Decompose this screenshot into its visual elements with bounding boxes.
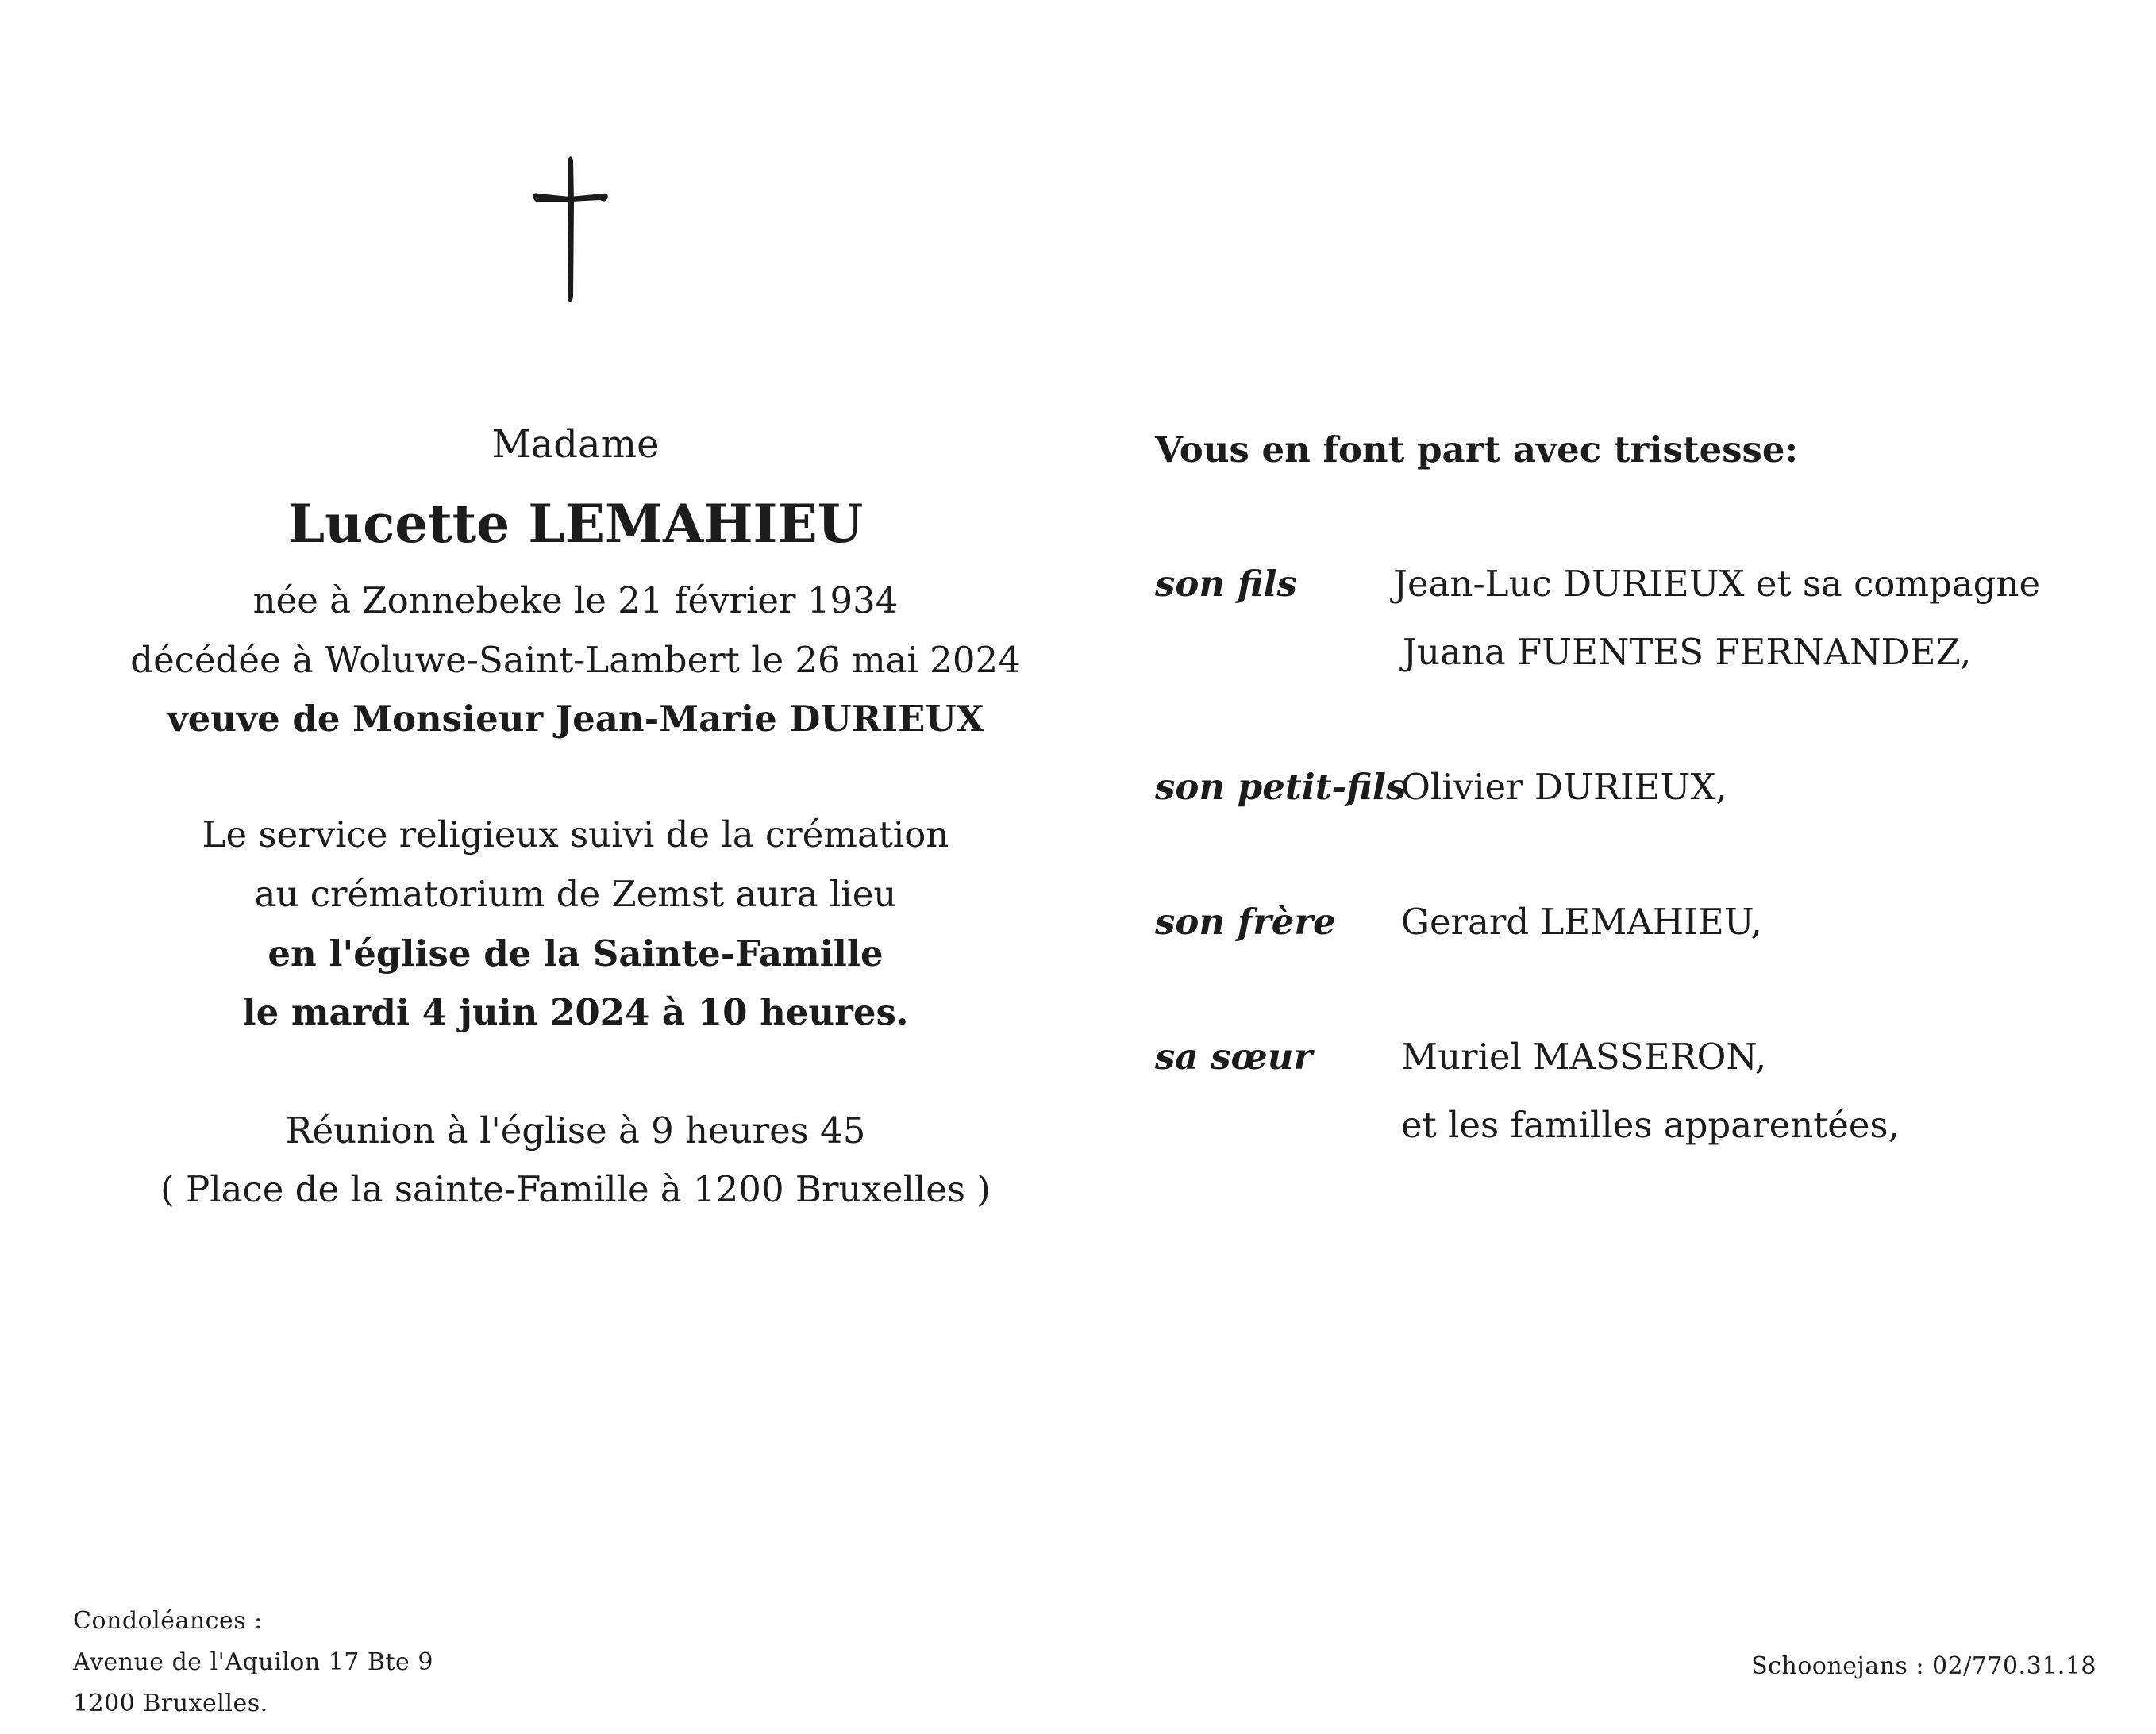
service-location: en l'église de la Sainte-Famille <box>268 932 884 975</box>
condolences-city: 1200 Bruxelles. <box>73 1690 268 1717</box>
gathering-line: Réunion à l'église à 9 heures 45 <box>285 1109 866 1152</box>
death-info: décédée à Woluwe-Saint-Lambert le 26 mai 2024 <box>130 639 1021 681</box>
sister-name: Muriel MASSERON, <box>1401 1036 1767 1078</box>
cross-icon <box>530 154 610 305</box>
service-line-1: Le service religieux suivi de la crémation <box>202 813 949 855</box>
gathering-address: ( Place de la sainte-Famille à 1200 Bruxelles ) <box>160 1168 991 1210</box>
son-name-2: Juana FUENTES FERNANDEZ, <box>1403 631 1972 673</box>
deceased-name: Lucette LEMAHIEU <box>287 493 864 555</box>
condolences-street: Avenue de l'Aquilon 17 Bte 9 <box>73 1648 433 1676</box>
title-prefix: Madame <box>491 422 660 467</box>
service-datetime: le mardi 4 juin 2024 à 10 heures. <box>242 991 909 1033</box>
widow-info: veuve de Monsieur Jean-Marie DURIEUX <box>167 698 984 740</box>
funeral-home-contact: Schoonejans : 02/770.31.18 <box>1751 1652 2096 1680</box>
family-heading: Vous en font part avec tristesse: <box>1155 429 1799 471</box>
birth-info: née à Zonnebeke le 21 février 1934 <box>252 579 899 621</box>
grandson-name: Olivier DURIEUX, <box>1401 766 1727 808</box>
condolences-label: Condoléances : <box>73 1607 263 1635</box>
son-name-1: Jean-Luc DURIEUX et sa compagne <box>1393 563 2041 605</box>
service-line-2: au crématorium de Zemst aura lieu <box>254 873 897 915</box>
relation-grandson: son petit-fils <box>1155 766 1407 808</box>
relation-son: son fils <box>1155 563 1297 605</box>
relation-brother: son frère <box>1155 901 1336 943</box>
related-families: et les familles apparentées, <box>1401 1104 1900 1146</box>
relation-sister: sa sœur <box>1155 1036 1313 1078</box>
brother-name: Gerard LEMAHIEU, <box>1401 901 1762 943</box>
